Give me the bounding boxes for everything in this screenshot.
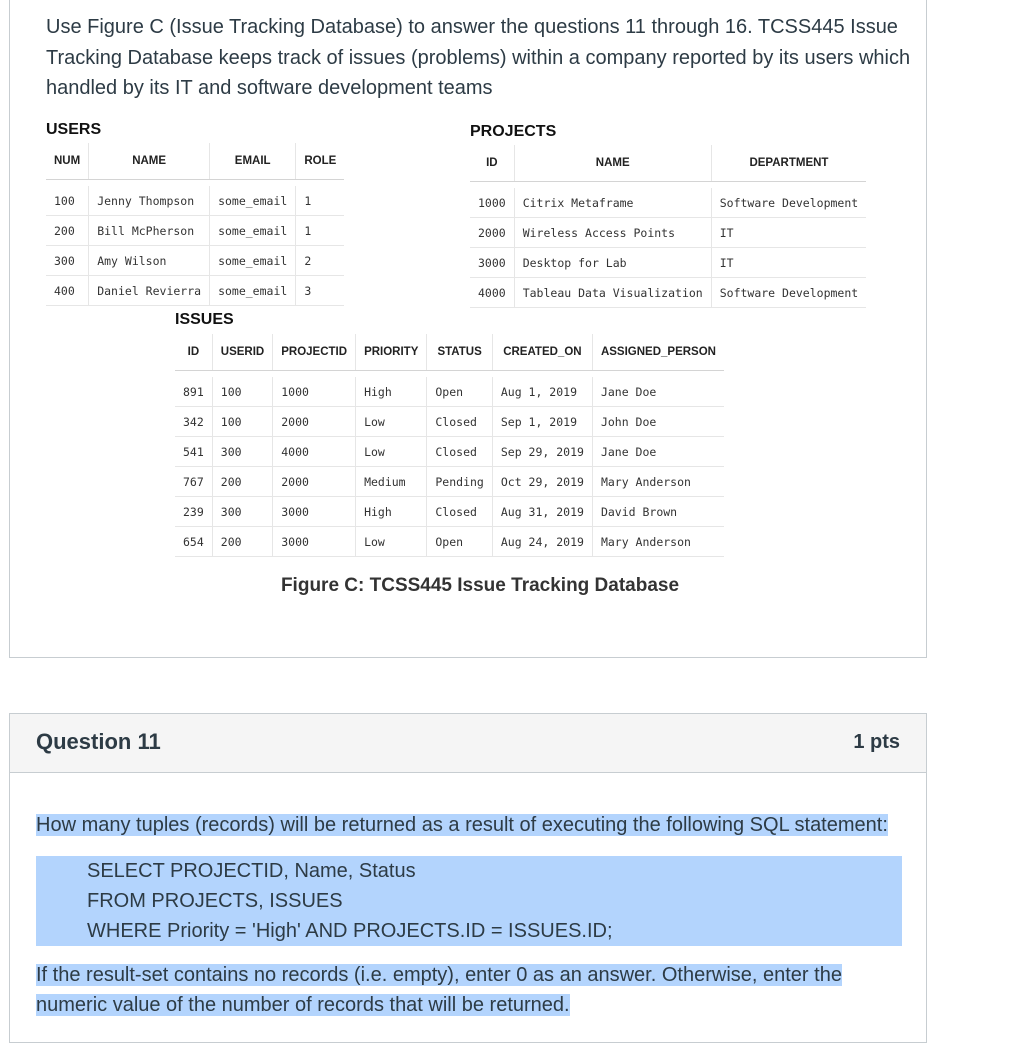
issues-table-header-row	[175, 334, 724, 371]
issues-table-cell: Oct 29, 2019	[492, 467, 592, 497]
sql-line: FROM PROJECTS, ISSUES	[36, 886, 902, 916]
users-table-cell: Daniel Revierra	[89, 276, 210, 306]
users-table-cell: Amy Wilson	[89, 246, 210, 276]
users-table-column-header: NAME	[89, 143, 210, 180]
issues-table-cell: 300	[212, 497, 272, 527]
issues-table-row	[175, 497, 724, 527]
projects-table-cell: Software Development	[711, 278, 866, 308]
users-table-column-header: EMAIL	[210, 143, 296, 180]
projects-table-cell: 4000	[470, 278, 514, 308]
projects-table-row	[470, 248, 866, 278]
question-hint-line2: numeric value of the number of records that will be returned.	[36, 994, 570, 1016]
issues-table-column-header: ID	[175, 334, 212, 371]
users-table-title: USERS	[46, 121, 102, 138]
issues-table-column-header: CREATED_ON	[492, 334, 592, 371]
issues-table-cell: Closed	[427, 437, 492, 467]
issues-table-cell: Low	[356, 407, 427, 437]
projects-table-row	[470, 188, 866, 218]
issues-table-column-header: ASSIGNED_PERSON	[592, 334, 724, 371]
issues-table-cell: Sep 29, 2019	[492, 437, 592, 467]
users-table-column-header: ROLE	[296, 143, 344, 180]
issues-table-row	[175, 527, 724, 557]
issues-table-cell: 3000	[273, 497, 356, 527]
users-table-cell: 200	[46, 216, 89, 246]
users-table-cell: 2	[296, 246, 344, 276]
issues-table-cell: 3000	[273, 527, 356, 557]
issues-table-cell: Jane Doe	[592, 377, 724, 407]
intro-text: Use Figure C (Issue Tracking Database) to answer the questions 11 through 16. TCSS445 Issue Tracking Database keeps track of issues (problems) within a company reported by its users which handled by its IT and software development teams	[46, 16, 911, 99]
issues-table-cell: 200	[212, 467, 272, 497]
issues-table-cell: 541	[175, 437, 212, 467]
issues-table-cell: 100	[212, 377, 272, 407]
users-table-cell: some_email	[210, 186, 296, 216]
users-table-cell: 400	[46, 276, 89, 306]
issues-table-cell: 4000	[273, 437, 356, 467]
users-table-cell: Bill McPherson	[89, 216, 210, 246]
issues-table-row	[175, 437, 724, 467]
question-title: Question 11	[36, 729, 161, 754]
issues-table-row	[175, 407, 724, 437]
users-table-cell: 1	[296, 216, 344, 246]
issues-table-cell: Sep 1, 2019	[492, 407, 592, 437]
question-header	[10, 714, 926, 773]
issues-table-cell: High	[356, 497, 427, 527]
issues-table-cell: 342	[175, 407, 212, 437]
issues-table-cell: Low	[356, 527, 427, 557]
users-table-row	[46, 246, 344, 276]
users-table-cell: 300	[46, 246, 89, 276]
projects-table-cell: 1000	[470, 188, 514, 218]
issues-table-cell: 100	[212, 407, 272, 437]
users-table-cell: 100	[46, 186, 89, 216]
issues-table-cell: Closed	[427, 497, 492, 527]
issues-table-row	[175, 467, 724, 497]
users-table-cell: some_email	[210, 246, 296, 276]
issues-table-column-header: USERID	[212, 334, 272, 371]
issues-table-cell: Jane Doe	[592, 437, 724, 467]
issues-table-cell: 891	[175, 377, 212, 407]
projects-table-row	[470, 218, 866, 248]
projects-table	[470, 145, 866, 308]
issues-table-cell: 654	[175, 527, 212, 557]
users-table	[46, 143, 344, 306]
issues-table-cell: David Brown	[592, 497, 724, 527]
issues-table-cell: 200	[212, 527, 272, 557]
users-table-cell: some_email	[210, 216, 296, 246]
users-table-column-header: NUM	[46, 143, 89, 180]
issues-table-title: ISSUES	[175, 311, 234, 328]
users-table-row	[46, 216, 344, 246]
issues-table-cell: Low	[356, 437, 427, 467]
issues-table-cell: Mary Anderson	[592, 527, 724, 557]
question-hint-line1: If the result-set contains no records (i.e. empty), enter 0 as an answer. Otherwise, enter the	[36, 964, 842, 986]
figure-caption: Figure C: TCSS445 Issue Tracking Database	[280, 575, 680, 596]
users-table-cell: 3	[296, 276, 344, 306]
projects-table-cell: 2000	[470, 218, 514, 248]
projects-table-title: PROJECTS	[470, 123, 557, 140]
issues-table-cell: Aug 1, 2019	[492, 377, 592, 407]
issues-table-cell: High	[356, 377, 427, 407]
sql-line: SELECT PROJECTID, Name, Status	[36, 856, 902, 886]
projects-table-cell: Wireless Access Points	[514, 218, 711, 248]
users-table-cell: 1	[296, 186, 344, 216]
issues-table-cell: Mary Anderson	[592, 467, 724, 497]
question-body	[36, 810, 902, 1020]
users-table-row	[46, 186, 344, 216]
issues-table-cell: Open	[427, 527, 492, 557]
users-table-cell: Jenny Thompson	[89, 186, 210, 216]
projects-table-cell: IT	[711, 218, 866, 248]
projects-table-cell: 3000	[470, 248, 514, 278]
issues-table-cell: Medium	[356, 467, 427, 497]
issues-table-cell: 239	[175, 497, 212, 527]
issues-table-row	[175, 377, 724, 407]
intro-panel	[9, 0, 927, 658]
issues-table-cell: 1000	[273, 377, 356, 407]
issues-table-column-header: STATUS	[427, 334, 492, 371]
users-table-cell: some_email	[210, 276, 296, 306]
projects-table-cell: Desktop for Lab	[514, 248, 711, 278]
issues-table	[175, 334, 724, 557]
issues-table-cell: Closed	[427, 407, 492, 437]
question-prompt: How many tuples (records) will be returned as a result of executing the following SQL statement:	[36, 814, 888, 836]
projects-table-cell: IT	[711, 248, 866, 278]
issues-table-cell: Open	[427, 377, 492, 407]
projects-table-column-header: NAME	[514, 145, 711, 182]
issues-table-cell: Aug 24, 2019	[492, 527, 592, 557]
issues-table-cell: 767	[175, 467, 212, 497]
issues-table-cell: John Doe	[592, 407, 724, 437]
users-table-row	[46, 276, 344, 306]
projects-table-cell: Software Development	[711, 188, 866, 218]
projects-table-cell: Tableau Data Visualization	[514, 278, 711, 308]
issues-table-column-header: PRIORITY	[356, 334, 427, 371]
sql-line: WHERE Priority = 'High' AND PROJECTS.ID = ISSUES.ID;	[36, 916, 902, 946]
issues-table-cell: 2000	[273, 407, 356, 437]
sql-statement	[36, 856, 902, 946]
projects-table-header-row	[470, 145, 866, 182]
projects-table-column-header: DEPARTMENT	[711, 145, 866, 182]
users-table-header-row	[46, 143, 344, 180]
projects-table-row	[470, 278, 866, 308]
projects-table-cell: Citrix Metaframe	[514, 188, 711, 218]
issues-table-cell: 300	[212, 437, 272, 467]
issues-table-column-header: PROJECTID	[273, 334, 356, 371]
question-points: 1 pts	[853, 731, 900, 753]
issues-table-cell: 2000	[273, 467, 356, 497]
issues-table-cell: Pending	[427, 467, 492, 497]
issues-table-cell: Aug 31, 2019	[492, 497, 592, 527]
projects-table-column-header: ID	[470, 145, 514, 182]
